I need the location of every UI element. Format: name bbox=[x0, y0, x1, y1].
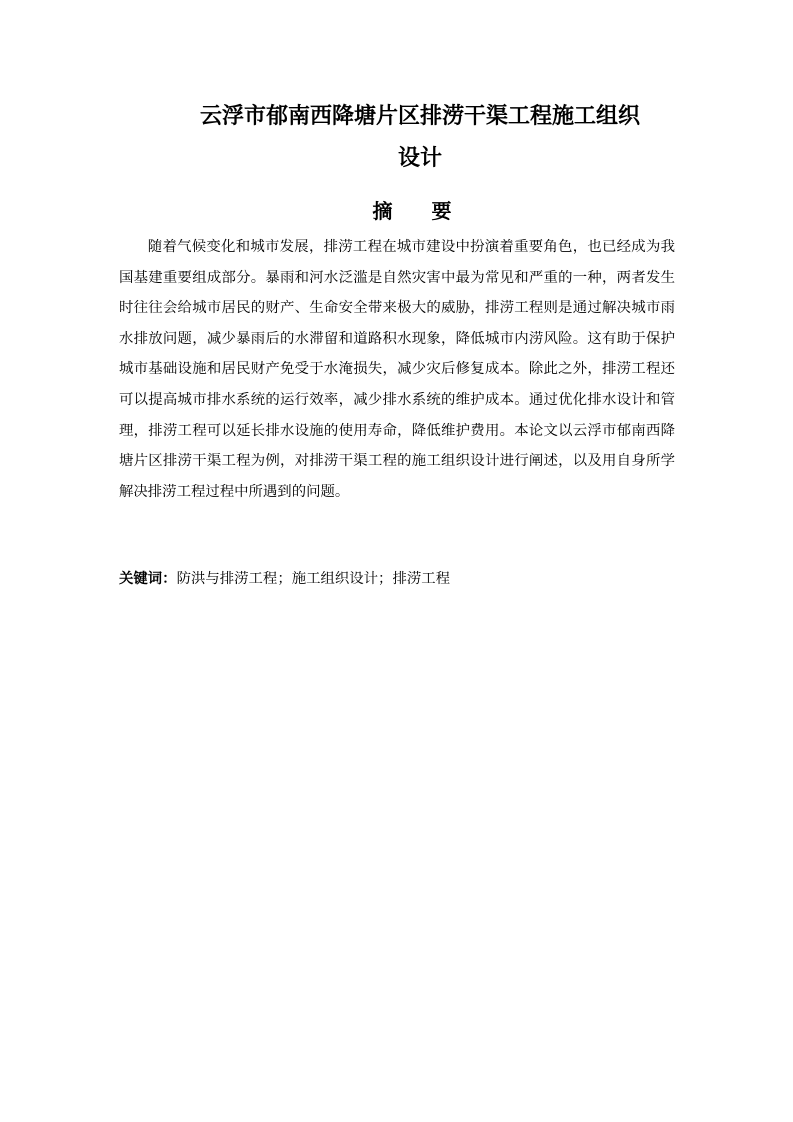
keywords-label: 关键词： bbox=[119, 571, 177, 587]
document-title-line-2: 设计 bbox=[397, 146, 442, 171]
abstract-body: 随着气候变化和城市发展，排涝工程在城市建设中扮演着重要角色，也已经成为我国基建重要组成部分。暴雨和河水泛滥是自然灾害中最为常见和严重的一种，两者发生时往往会给城市居民的财产、生命安全带来极大的威胁，排涝工程则是通过解决城市雨水排放问题，减少暴雨后的水滞留和道路积水现象，降低城市内涝风险。这有助于保护城市基础设施和居民财产免受于水淹损失，减少灾后修复成本。除此之外，排涝工程还可以提高城市排水系统的运行效率，减少排水系统的维护成本。通过优化排水设计和管理，排涝工程可以延长排水设施的使用寿命，降低维护费用。本论文以云浮市郁南西降塘片区排涝干渠工程为例，对排涝干渠工程的施工组织设计进行阐述，以及用自身所学解决排涝工程过程中所遇到的问题。 bbox=[119, 239, 675, 500]
document-title-line-1: 云浮市郁南西降塘片区排涝干渠工程施工组织 bbox=[199, 104, 640, 129]
keywords-value: 防洪与排涝工程；施工组织设计；排涝工程 bbox=[176, 571, 451, 587]
abstract-heading: 摘 要 bbox=[372, 199, 468, 223]
keywords-paragraph bbox=[119, 564, 675, 594]
